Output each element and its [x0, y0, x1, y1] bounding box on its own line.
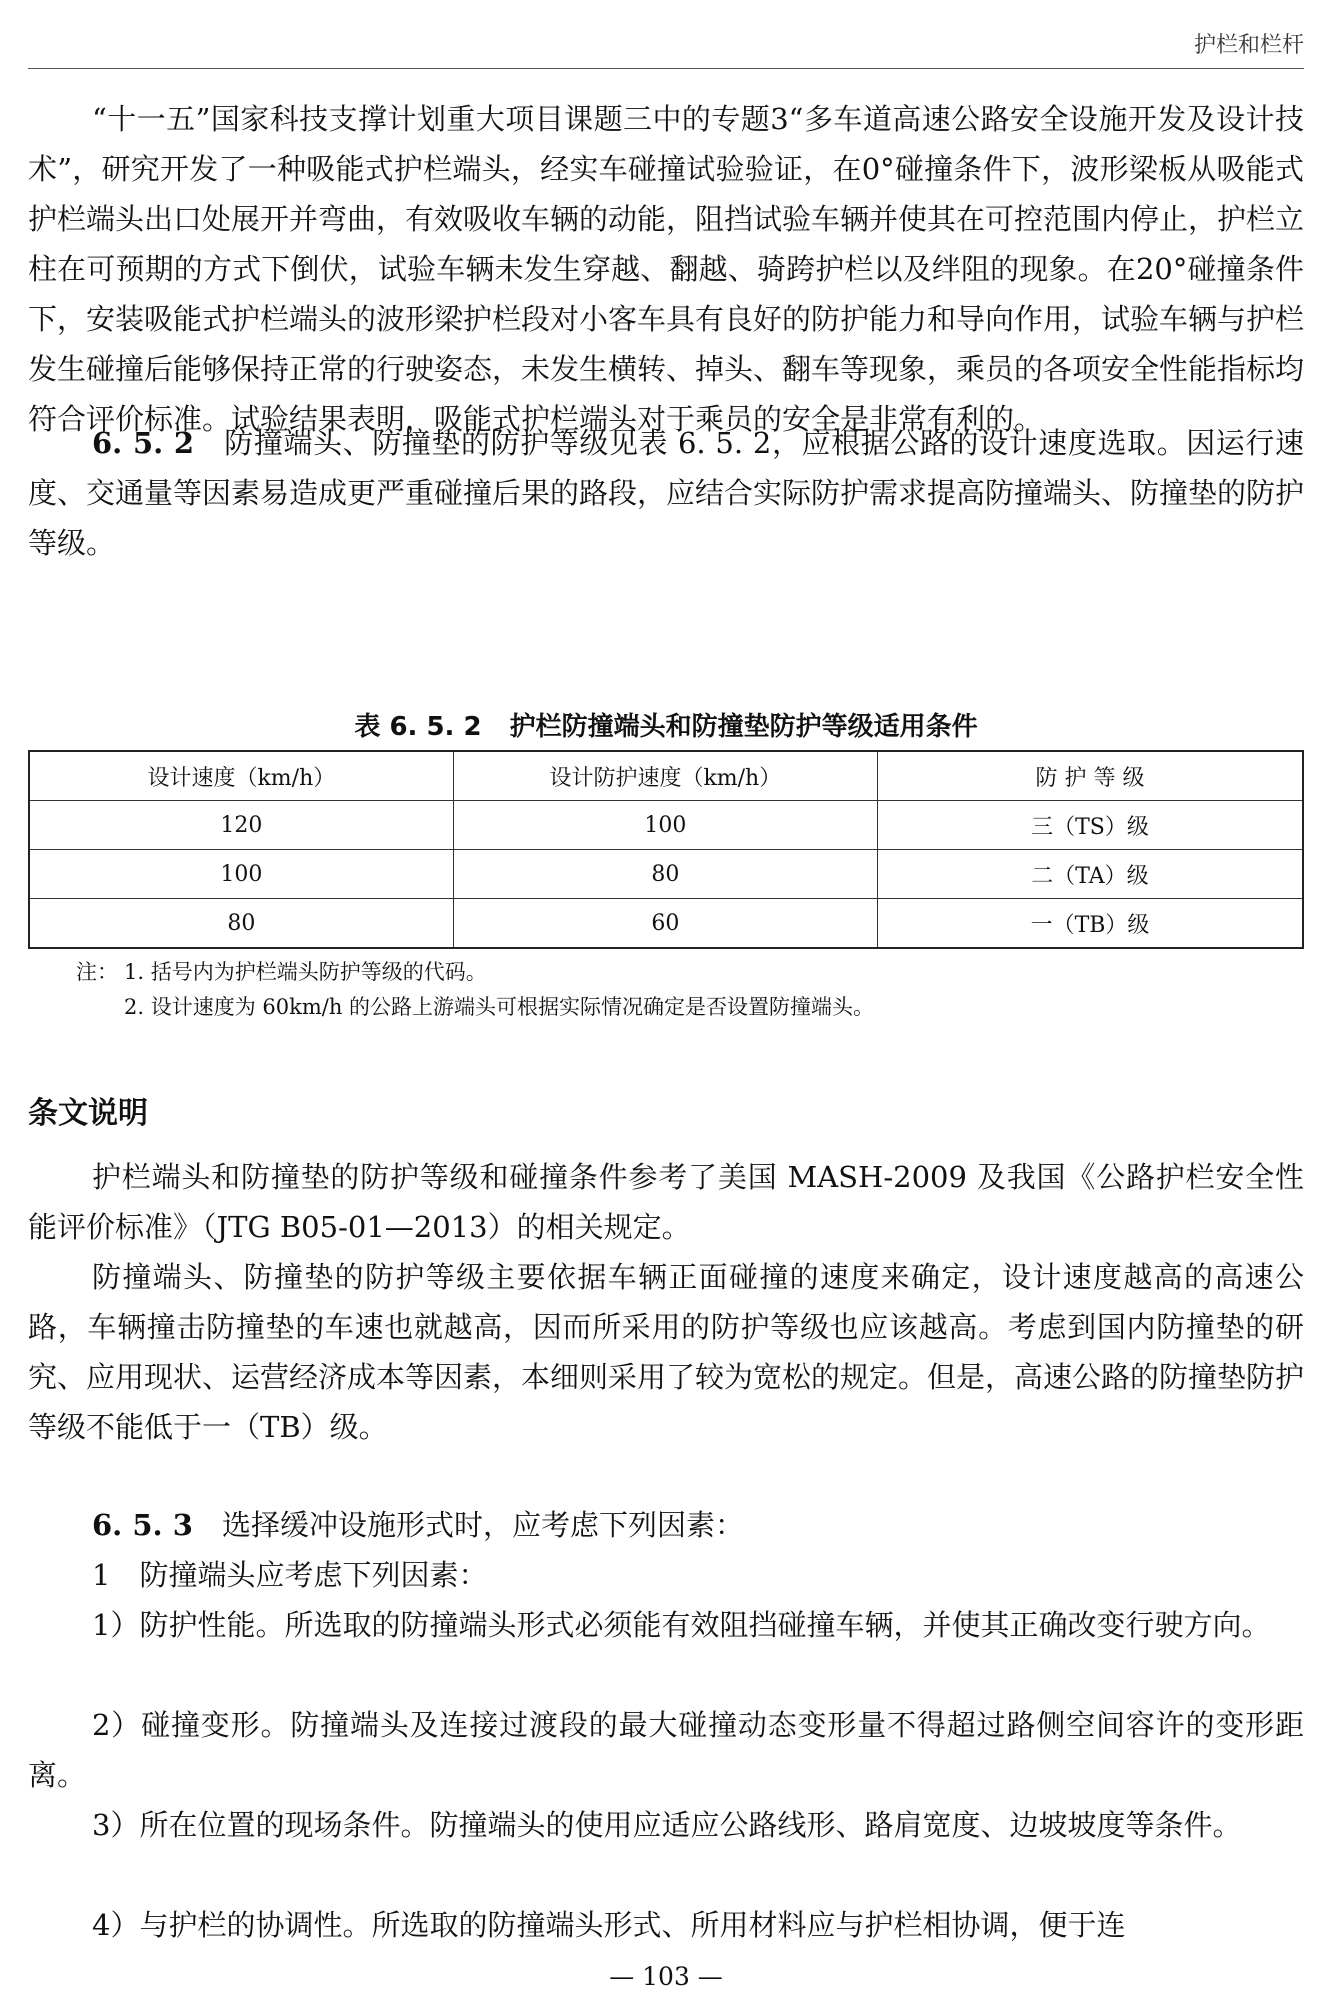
clause-item-1: 1 防撞端头应考虑下列因素：: [92, 1558, 488, 1592]
explanation-paragraph-2: 防撞端头、防撞垫的防护等级主要依据车辆正面碰撞的速度来确定，设计速度越高的高速公路，车辆撞击防撞垫的车速也就越高，因而所采用的防护等级也应该越高。考虑到国内防撞垫的研究、应用现状、运营经济成本等因素，本细则采用了较为宽松的规定。但是，高速公路的防撞垫防护等级不能低于一（TB）级。: [28, 1260, 1305, 1444]
table-header-row: [29, 751, 1303, 801]
page-header: [28, 26, 1304, 69]
table-header-cell: 防 护 等 级: [877, 751, 1303, 801]
clause-6-5-3: [28, 1500, 1304, 1550]
header-title: 护栏和栏杆: [1193, 33, 1304, 58]
table-caption-id: 表 6. 5. 2: [354, 712, 482, 742]
table-cell: 80: [453, 850, 877, 899]
table-cell: 120: [29, 801, 453, 850]
explanation-paragraph-1: 护栏端头和防撞垫的防护等级和碰撞条件参考了美国 MASH-2009 及我国《公路护栏安全性能评价标准》（JTG B05-01—2013）的相关规定。: [28, 1160, 1304, 1244]
table-row: [29, 850, 1303, 899]
clause-text: 防撞端头、防撞垫的防护等级见表 6. 5. 2，应根据公路的设计速度选取。因运行速度、交通量等因素易造成更严重碰撞后果的路段，应结合实际防护需求提高防撞端头、防撞垫的防护等级。: [28, 426, 1305, 560]
clause-6-5-2: [28, 418, 1304, 568]
table-row: [29, 801, 1303, 850]
table-note-label: 注：: [76, 960, 118, 984]
clause-subitem-4: 4）与护栏的协调性。所选取的防撞端头形式、所用材料应与护栏相协调，便于连: [92, 1908, 1126, 1942]
page-number: — 103 —: [609, 1962, 723, 1991]
table-caption: [28, 706, 1304, 743]
protection-grade-table: [28, 750, 1304, 949]
clause-subitem-2: 2）碰撞变形。防撞端头及连接过渡段的最大碰撞动态变形量不得超过路侧空间容许的变形距离。: [28, 1708, 1304, 1792]
table-cell: 80: [29, 899, 453, 949]
clause-number: 6. 5. 3: [92, 1508, 193, 1542]
table-cell: 一（TB）级: [877, 899, 1303, 949]
clause-number: 6. 5. 2: [92, 426, 195, 460]
table-note-2: 2. 设计速度为 60km/h 的公路上游端头可根据实际情况确定是否设置防撞端头。: [124, 995, 875, 1019]
clause-subitem-1: 1）防护性能。所选取的防撞端头形式必须能有效阻挡碰撞车辆，并使其正确改变行驶方向。: [92, 1608, 1271, 1642]
table-cell: 三（TS）级: [877, 801, 1303, 850]
table-cell: 100: [453, 801, 877, 850]
table-cell: 60: [453, 899, 877, 949]
table-row: [29, 899, 1303, 949]
table-cell: 100: [29, 850, 453, 899]
explanation-heading: 条文说明: [28, 1096, 148, 1131]
table-header-cell: 设计防护速度（km/h）: [453, 751, 877, 801]
table-note-1: 1. 括号内为护栏端头防护等级的代码。: [124, 960, 487, 984]
document-page: [28, 0, 1304, 2015]
table-header-cell: 设计速度（km/h）: [29, 751, 453, 801]
clause-text: 选择缓冲设施形式时，应考虑下列因素：: [221, 1508, 744, 1542]
clause-subitem-3: 3）所在位置的现场条件。防撞端头的使用应适应公路线形、路肩宽度、边坡坡度等条件。: [92, 1808, 1242, 1842]
intro-paragraph: “十一五”国家科技支撑计划重大项目课题三中的专题3“多车道高速公路安全设施开发及设计技术”，研究开发了一种吸能式护栏端头，经实车碰撞试验验证，在0°碰撞条件下，波形梁板从吸能式护栏端头出口处展开并弯曲，有效吸收车辆的动能，阻挡试验车辆并使其在可控范围内停止，护栏立柱在可预期的方式下倒伏，试验车辆未发生穿越、翻越、骑跨护栏以及绊阻的现象。在20°碰撞条件下，安装吸能式护栏端头的波形梁护栏段对小客车具有良好的防护能力和导向作用，试验车辆与护栏发生碰撞后能够保持正常的行驶姿态，未发生横转、掉头、翻车等现象，乘员的各项安全性能指标均符合评价标准。试验结果表明，吸能式护栏端头对于乘员的安全是非常有利的。: [28, 102, 1305, 436]
table-cell: 二（TA）级: [877, 850, 1303, 899]
table-caption-title: 护栏防撞端头和防撞垫防护等级适用条件: [509, 712, 978, 742]
